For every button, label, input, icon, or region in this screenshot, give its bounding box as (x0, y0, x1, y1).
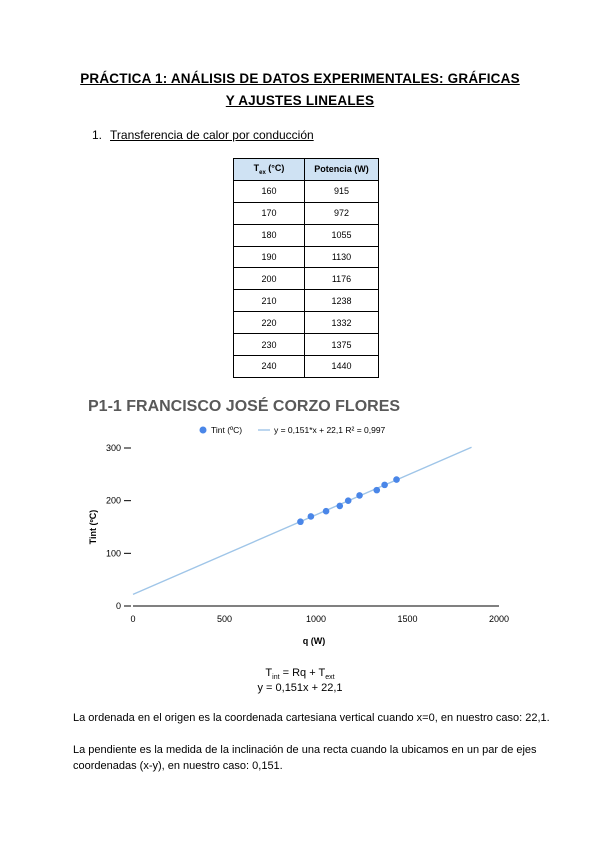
cell-power: 1375 (305, 334, 379, 356)
table-header-row (234, 159, 379, 181)
table-row (234, 290, 379, 312)
table-row (234, 312, 379, 334)
data-point (381, 482, 388, 489)
y-tick-label: 300 (105, 443, 121, 453)
cell-temperature: 200 (234, 268, 305, 290)
legend-label-trendline: y = 0,151*x + 22,1 R² = 0,997 (274, 425, 386, 435)
cell-power: 915 (305, 180, 379, 202)
chart-title: P1-1 FRANCISCO JOSÉ CORZO FLORES (88, 398, 401, 415)
cell-temperature: 230 (234, 334, 305, 356)
data-point (308, 513, 315, 520)
cell-temperature: 180 (234, 224, 305, 246)
x-tick-label: 500 (216, 614, 233, 624)
y-tick-label: 0 (115, 601, 121, 611)
cell-temperature: 210 (234, 290, 305, 312)
legend-label-points: Tint (ºC) (211, 425, 243, 435)
header-power: Potencia (W) (305, 159, 379, 181)
table-row (234, 202, 379, 224)
y-axis-label: Tint (ºC) (88, 509, 98, 545)
data-point (336, 503, 343, 510)
table-row (234, 334, 379, 356)
header-temperature: $T_{ex}$ (°C) (234, 159, 305, 181)
document-title (40, 68, 560, 112)
paragraph-slope: La pendiente es la medida de la inclinación de una recta cuando la ubicamos en un par de ejes coordenadas (x-y), en nuestro caso: 0,151. (73, 744, 537, 772)
x-tick-label: 1000 (305, 614, 327, 624)
title-line-1: PRÁCTICA 1: ANÁLISIS DE DATOS EXPERIMENTALES: GRÁFICAS (80, 71, 520, 86)
table-row (234, 180, 379, 202)
cell-power: 1176 (305, 268, 379, 290)
y-tick-label: 100 (105, 548, 121, 559)
y-tick-label: 200 (105, 495, 121, 506)
legend-marker-points (200, 427, 207, 434)
table-row (234, 224, 379, 246)
data-table (233, 158, 379, 378)
section-title: Transferencia de calor por conducción (110, 128, 314, 142)
data-point (356, 492, 363, 499)
cell-power: 972 (305, 202, 379, 224)
data-point (297, 518, 304, 525)
table-row (234, 356, 379, 378)
formula-line-2: y = 0,151x + 22,1 (257, 682, 343, 694)
data-point (373, 487, 380, 494)
cell-temperature: 220 (234, 312, 305, 334)
cell-power: 1238 (305, 290, 379, 312)
scatter-chart (0, 418, 600, 648)
section-heading (92, 128, 314, 142)
data-point (393, 476, 400, 483)
cell-power: 1332 (305, 312, 379, 334)
cell-temperature: 190 (234, 246, 305, 268)
x-axis-label: q (W) (302, 636, 326, 646)
title-line-2: Y AJUSTES LINEALES (225, 93, 375, 108)
section-number: 1. (92, 128, 103, 142)
cell-power: 1440 (305, 356, 379, 378)
data-point (345, 497, 352, 504)
cell-power: 1130 (305, 246, 379, 268)
paragraph-intercept: La ordenada en el origen es la coordenada cartesiana vertical cuando x=0, en nuestro caso: 22,1. (73, 712, 550, 724)
table-row (234, 246, 379, 268)
x-tick-label: 0 (130, 614, 136, 624)
cell-power: 1055 (305, 224, 379, 246)
table-row (234, 268, 379, 290)
cell-temperature: 170 (234, 202, 305, 224)
cell-temperature: 160 (234, 180, 305, 202)
x-tick-label: 1500 (397, 614, 418, 624)
formula-line-1: $T_{int} = Rq + T_{ext}$ (265, 667, 335, 682)
data-point (323, 508, 330, 515)
x-tick-label: 2000 (488, 614, 510, 624)
cell-temperature: 240 (234, 356, 305, 378)
